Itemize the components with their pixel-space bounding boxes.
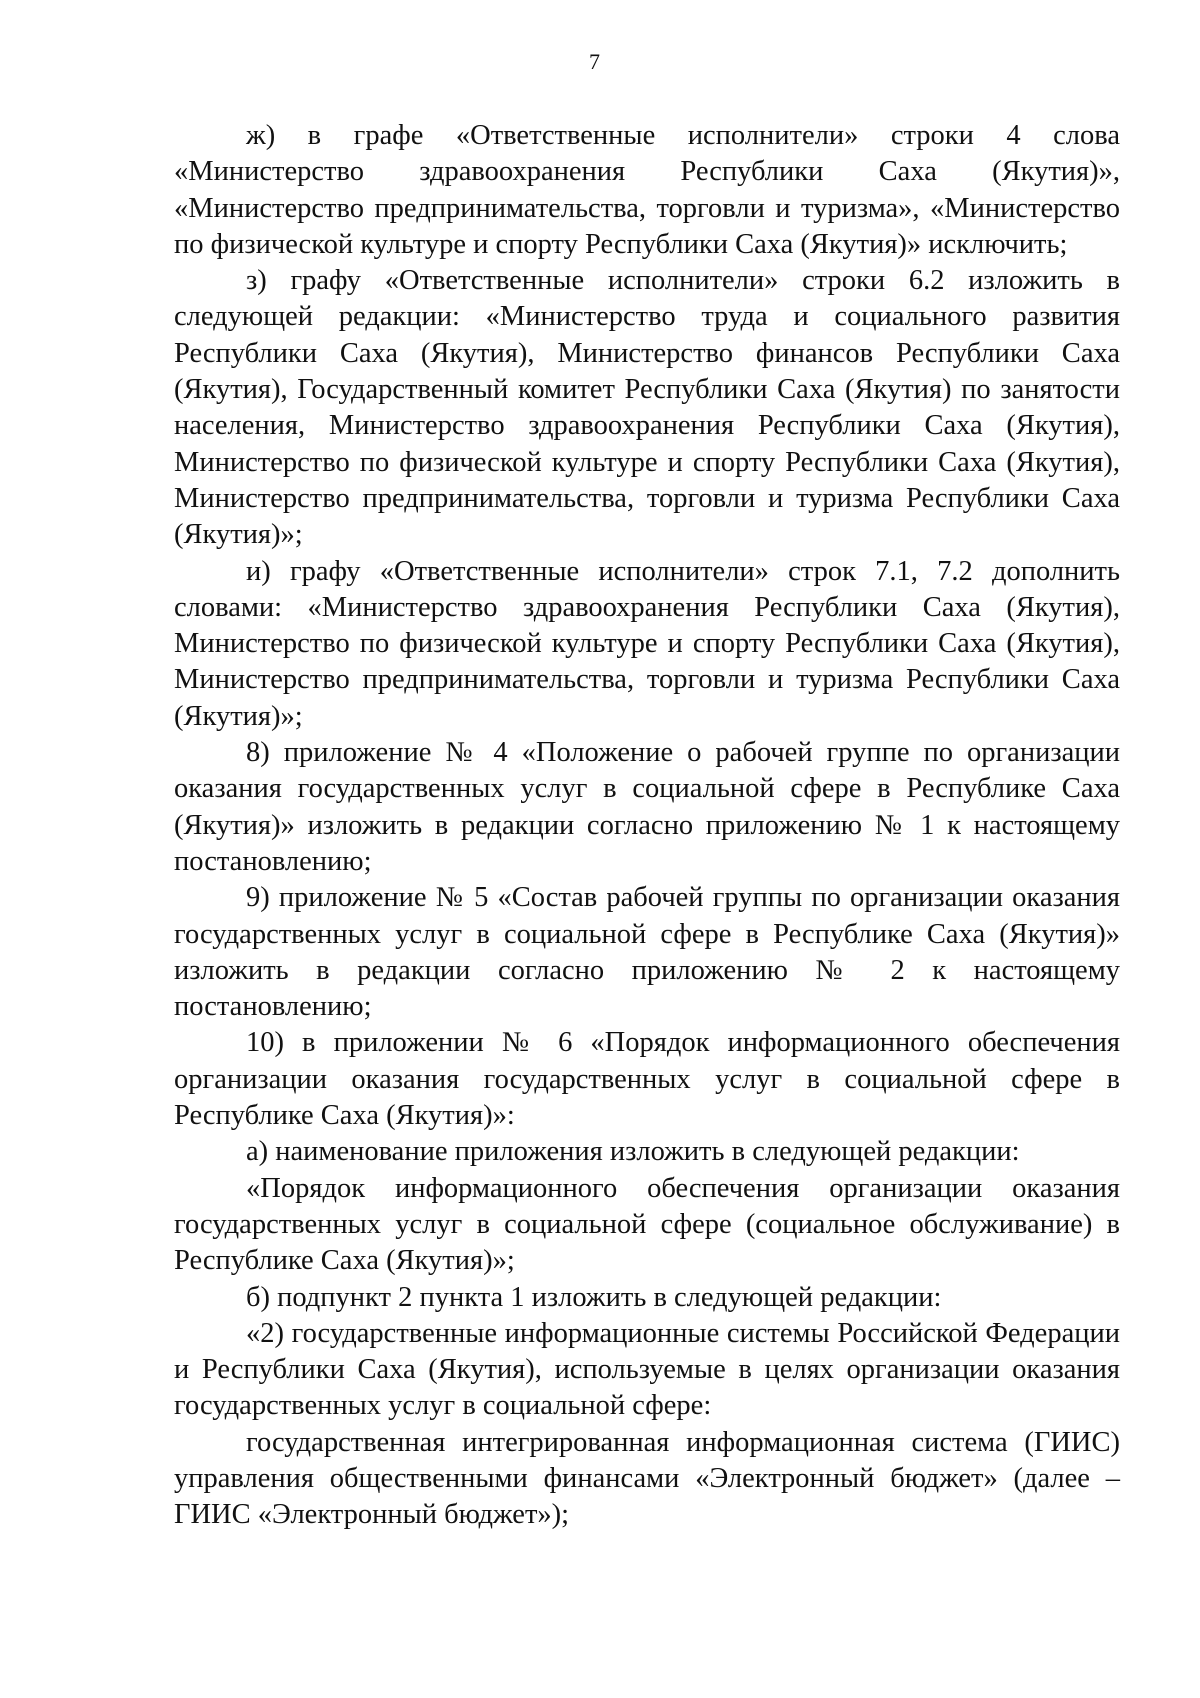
paragraph-b-subitem-2: б) подпункт 2 пункта 1 изложить в следующей редакции:: [246, 1281, 942, 1313]
document-body: [174, 118, 1120, 1534]
paragraph-new-appendix-title: «Порядок информационного обеспечения организации оказания государственных услуг в социальной сфере (социальное обслуживание) в Республике Саха (Якутия)»;: [174, 1172, 1120, 1277]
paragraph-9-appendix-5: 9) приложение № 5 «Состав рабочей группы по организации оказания государственных услуг в социальной сфере в Республике Саха (Якутия)» изложить в редакции согласно приложению № 2 к настоящему постановлению;: [174, 882, 1120, 1023]
paragraph-8-appendix-4: 8) приложение № 4 «Положение о рабочей группе по организации оказания государственных услуг в социальной сфере в Республике Саха (Якутия)» изложить в редакции согласно приложению № 1 к настоящему постановлению;: [174, 737, 1120, 877]
paragraph-giis-electronic-budget: государственная интегрированная информационная система (ГИИС) управления общественными финансами «Электронный бюджет» (далее – ГИИС «Электронный бюджет»);: [174, 1426, 1120, 1531]
paragraph-zh-responsible-executors-row-4: ж) в графе «Ответственные исполнители» строки 4 слова «Министерство здравоохранения Республики Саха (Якутия)», «Министерство предпринимательства, торговли и туризма», «Министерство по физической культуре и спорту Республики Саха (Якутия)» исключить;: [174, 120, 1120, 260]
paragraph-state-information-systems: «2) государственные информационные системы Российской Федерации и Республики Саха (Якутия), используемые в целях организации оказания государственных услуг в социальной сфере:: [174, 1317, 1120, 1422]
paragraph-10-appendix-6: 10) в приложении № 6 «Порядок информационного обеспечения организации оказания государственных услуг в социальной сфере в Республике Саха (Якутия)»:: [174, 1027, 1120, 1132]
page-number: 7: [589, 49, 600, 74]
paragraph-a-appendix-title: а) наименование приложения изложить в следующей редакции:: [246, 1136, 1020, 1168]
paragraph-i-responsible-executors-rows-7: и) графу «Ответственные исполнители» строк 7.1, 7.2 дополнить словами: «Министерство здравоохранения Республики Саха (Якутия), Министерство по физической культуре и спорту Республики Саха (Якутия), Министерство предпринимательства, торговли и туризма Республики Саха (Якутия)»;: [174, 555, 1120, 732]
paragraph-z-responsible-executors-row-6-2: з) графу «Ответственные исполнители» строки 6.2 изложить в следующей редакции: «Министерство труда и социального развития Республики Саха (Якутия), Министерство финансов Республики Саха (Якутия), Государственный комитет Республики Саха (Якутия) по занятости населения, Министерство здравоохранения Республики Саха (Якутия), Министерство по физической культуре и спорту Республики Саха (Якутия), Министерство предпринимательства, торговли и туризма Республики Саха (Якутия)»;: [174, 265, 1120, 551]
